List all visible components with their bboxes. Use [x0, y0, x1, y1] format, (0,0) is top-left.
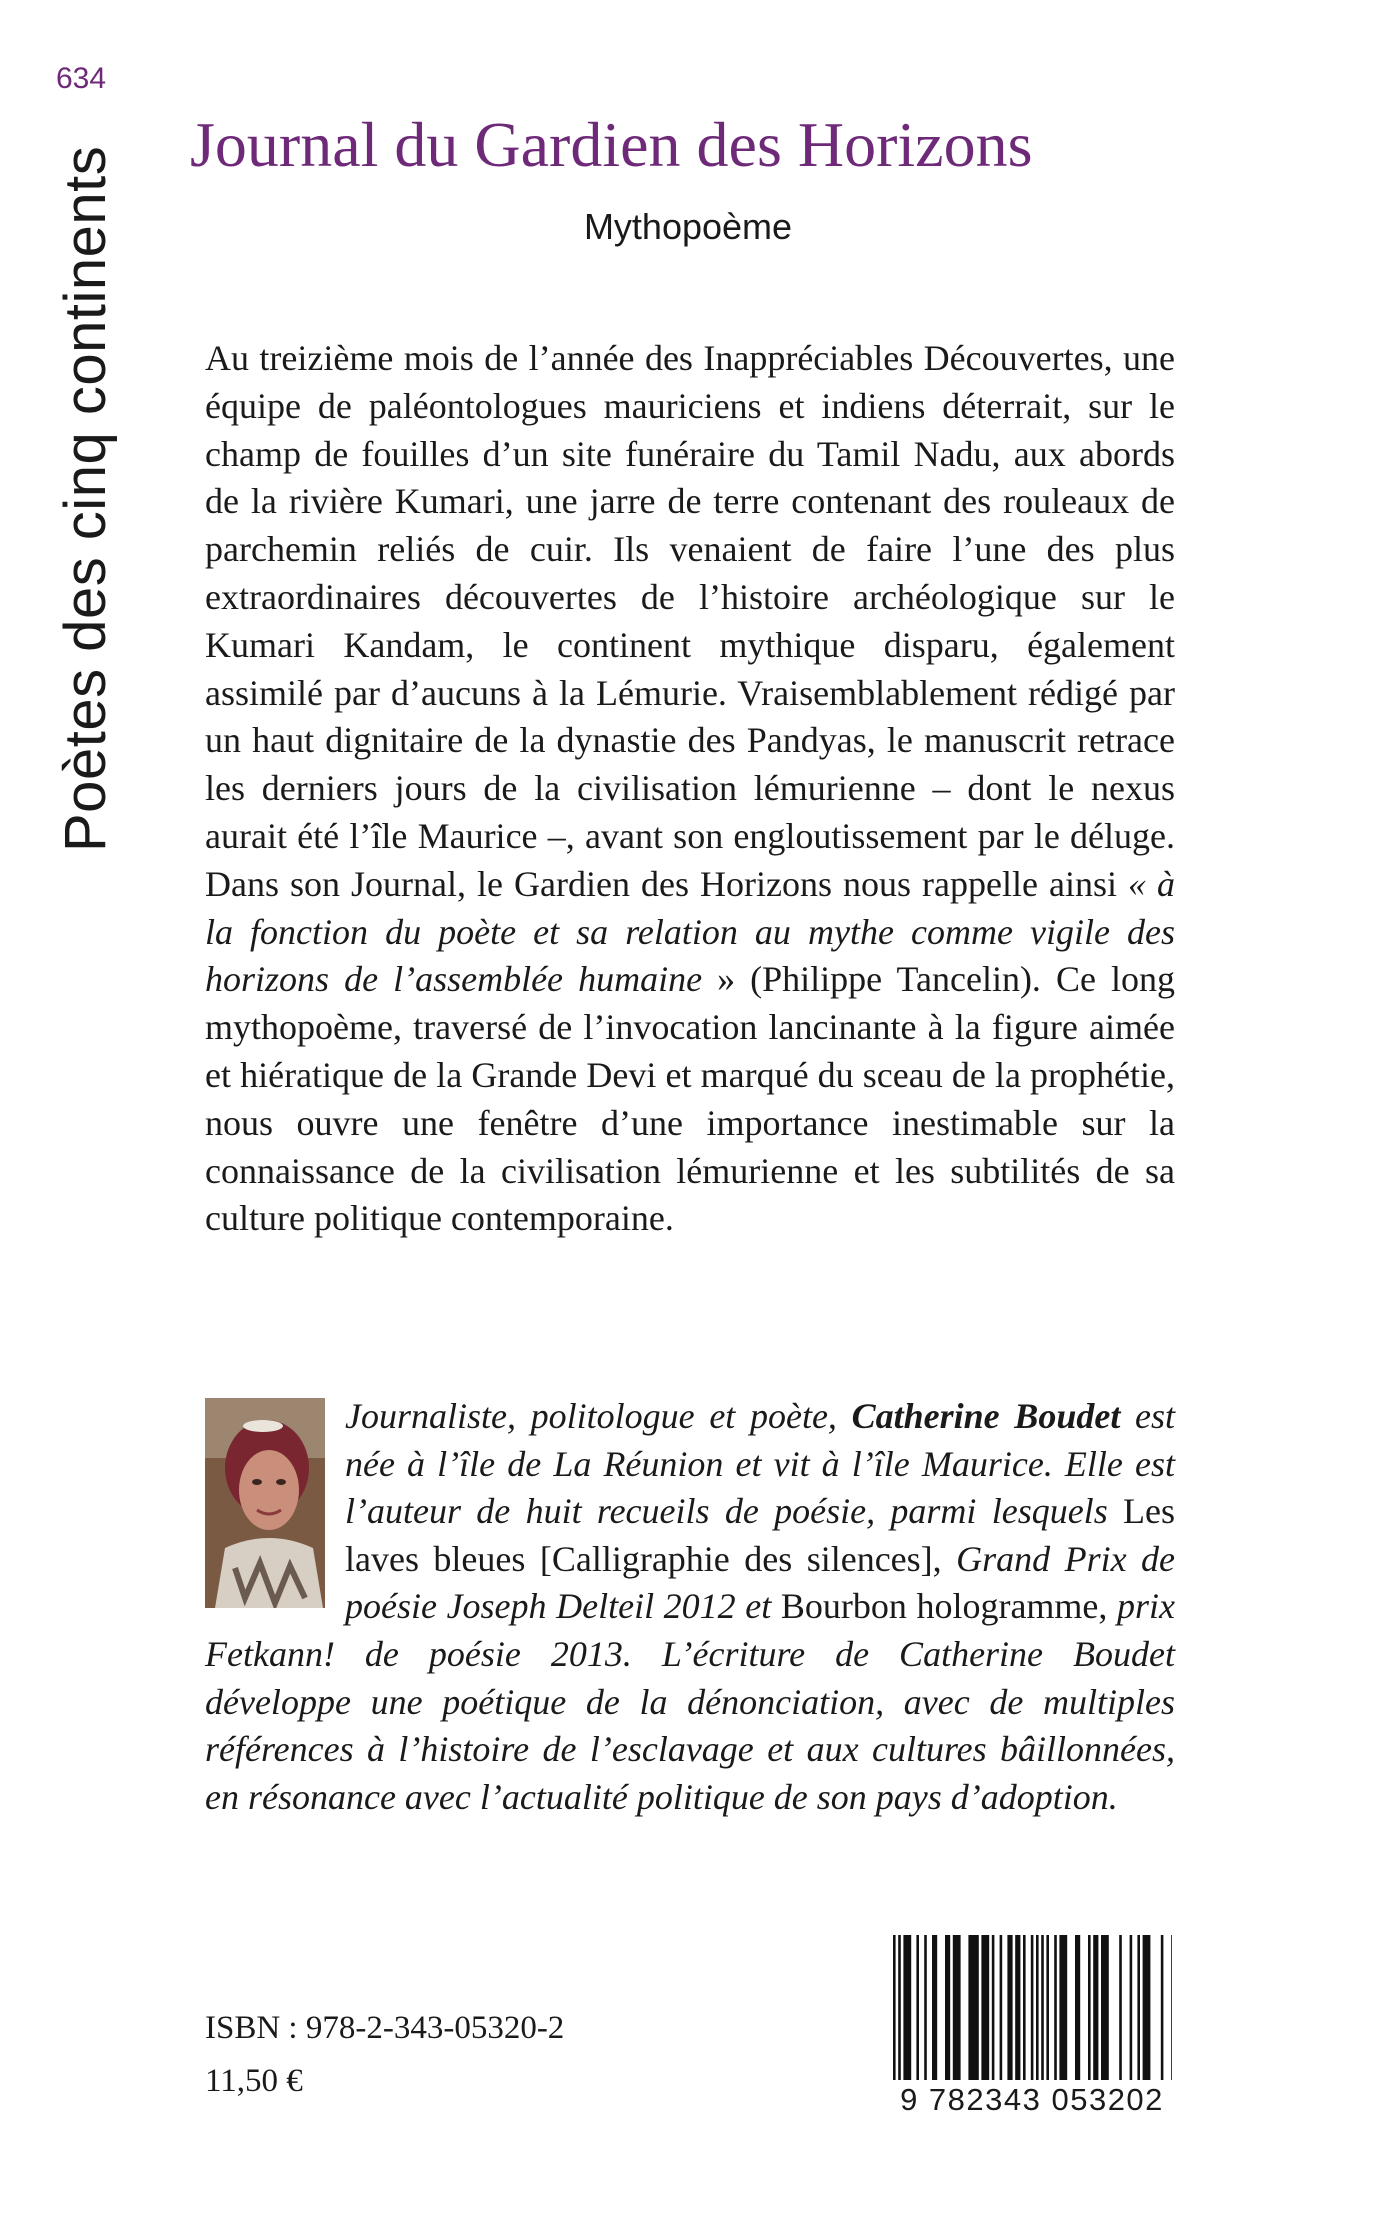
barcode-bar: [1137, 1935, 1140, 2080]
barcode-bar: [893, 1935, 896, 2080]
barcode-bars: [885, 1935, 1180, 2080]
barcode-bar: [1031, 1935, 1034, 2080]
barcode-bar: [1093, 1935, 1098, 2080]
isbn: ISBN : 978-2-343-05320-2: [205, 2010, 565, 2046]
barcode-bar: [1036, 1935, 1039, 2080]
barcode-bar: [1143, 1935, 1151, 2080]
bio-text-3: prix Fetkann! de poésie 2013. L’écriture de Catherine Boudet développe une poétique de la dénonciation, avec de multiples références à l’histoire de l’esclavage et aux cultures bâillonnées, en résonance avec l’actualité politique de son pays d’adoption.: [205, 1586, 1175, 1817]
barcode-bar: [968, 1935, 978, 2080]
barcode-bar: [1046, 1935, 1049, 2080]
barcode-bar: [1088, 1935, 1091, 2080]
summary-paragraph: [205, 335, 1175, 1243]
barcode-bar: [1101, 1935, 1109, 2080]
bio-text-1: est née à l’île de La Réunion et vit à l’île Maurice. Elle est l’auteur de huit recueils de poésie, parmi lesquels: [345, 1396, 1175, 1532]
barcode-bar: [932, 1935, 937, 2080]
back-cover-summary: [205, 335, 1175, 1243]
barcode-bar: [981, 1935, 989, 2080]
barcode-bar: [916, 1935, 919, 2080]
barcode-bar: [953, 1935, 961, 2080]
barcode-bar: [1007, 1935, 1012, 2080]
summary-text-2: » (Philippe Tancelin). Ce long mythopoème, traversé de l’invocation lancinante à la figure aimée et hiératique de la Grande Devi et marqué du sceau de la prophétie, nous ouvre une fenêtre d’une importance inestimable sur la connaissance de la civilisation lémurienne et les subtilités de sa culture politique contemporaine.: [205, 959, 1176, 1239]
barcode-bar: [1075, 1935, 1080, 2080]
bio-work-2: Bourbon hologramme,: [780, 1586, 1108, 1627]
barcode-bar: [1119, 1935, 1122, 2080]
barcode-bar: [945, 1935, 950, 2080]
bio-text-2: Grand Prix de poésie Joseph Delteil 2012 et: [345, 1538, 1176, 1627]
book-title: Journal du Gardien des Horizons: [190, 109, 1033, 180]
series-name: Poètes des cinq continents: [53, 145, 118, 852]
summary-quote: « à la fonction du poète et sa relation au mythe comme vigile des horizons de l’assemblée humaine: [205, 863, 1176, 1000]
bio-author-name: Catherine Boudet: [851, 1396, 1121, 1436]
series-number: 634: [56, 62, 107, 95]
barcode-bar: [924, 1935, 927, 2080]
bio-intro: Journaliste, politologue et poète,: [345, 1396, 837, 1436]
summary-text-1: Au treizième mois de l’année des Inappréciables Découvertes, une équipe de paléontologues mauriciens et indiens déterrait, sur le champ de fouilles d’un site funéraire du Tamil Nadu, aux abords de la rivière Kumari, une jarre de terre contenant des rouleaux de parchemin reliés de cuir. Ils venaient de faire l’une des plus extraordinaires découvertes de l’histoire archéologique sur le Kumari Kandam, le continent mythique disparu, également assimilé par d’aucuns à la Lémurie. Vraisemblablement rédigé par un haut dignitaire de la dynastie des Pandyas, le manuscrit retrace les derniers jours de la civilisation lémurienne – dont le nexus aurait été l’île Maurice –, avant son engloutissement par le déluge. Dans son Journal, le Gardien des Horizons nous rappelle ainsi: [205, 338, 1175, 904]
barcode-bar: [903, 1935, 911, 2080]
barcode-digits: 9 782343 053202: [900, 2082, 1164, 2117]
barcode-bar: [1130, 1935, 1133, 2080]
barcode-bar: [1000, 1935, 1003, 2080]
barcode-bar: [1171, 1935, 1172, 2080]
book-subtitle: Mythopoème: [583, 206, 793, 247]
price: 11,50 €: [205, 2063, 303, 2099]
barcode-bar: [1161, 1935, 1164, 2080]
barcode-bar: [898, 1935, 901, 2080]
barcode-bar: [1054, 1935, 1057, 2080]
barcode-bar: [1023, 1935, 1026, 2080]
barcode-bar: [1041, 1935, 1044, 2080]
barcode-bar: [1059, 1935, 1067, 2080]
author-bio: [205, 1393, 1175, 1821]
barcode-bar: [1015, 1935, 1020, 2080]
photo-spacer: [205, 1393, 345, 1593]
book-subtitle-wrap: [0, 206, 1380, 248]
bio-work-1: Les laves bleues [Calligraphie des silences],: [345, 1491, 1175, 1579]
barcode-bar: [992, 1935, 995, 2080]
